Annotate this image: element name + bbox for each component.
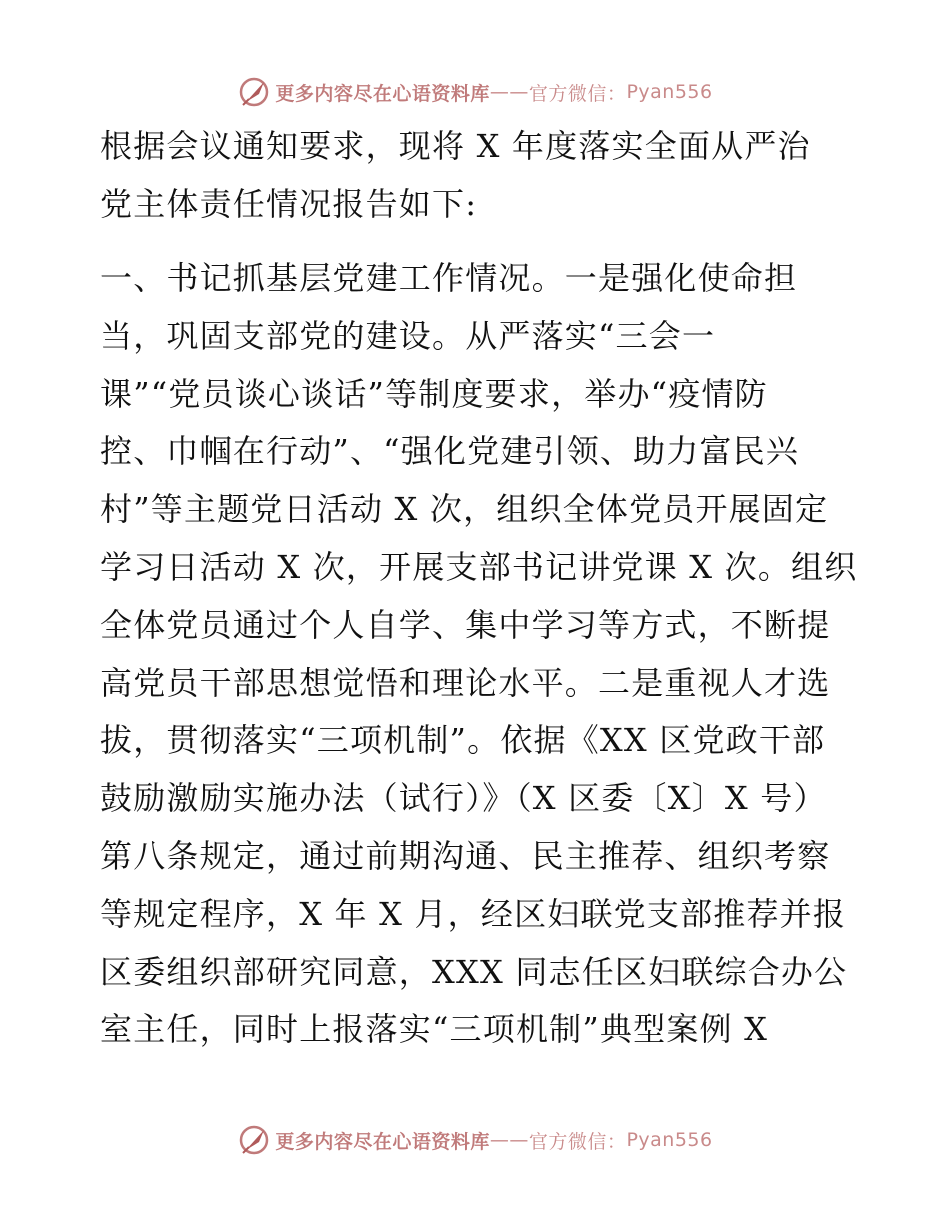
- watermark-wechat-id: Pyan556: [626, 81, 713, 103]
- text-line: 区委组织部研究同意，XXX 同志任区妇联综合办公: [100, 952, 848, 991]
- text-line: 鼓励激励实施办法（试行）》（X 区委〔X〕X 号）: [100, 779, 827, 818]
- text-line: 全体党员通过个人自学、集中学习等方式，不断提: [100, 605, 831, 644]
- watermark-wechat-label: 官方微信：: [528, 82, 627, 105]
- watermark-footer: [0, 1120, 950, 1160]
- text-line: 根据会议通知要求，现将 X 年度落实全面从严治: [100, 127, 811, 165]
- text-line: 党主体责任情况报告如下:: [100, 184, 478, 223]
- watermark-separator: ——: [489, 81, 529, 103]
- text-line: 村”等主题党日活动 X 次，组织全体党员开展固定: [100, 490, 829, 529]
- text-line: 控、巾帼在行动”、“强化党建引领、助力富民兴: [100, 432, 800, 471]
- paragraph-section-one: [100, 250, 860, 1059]
- text-line: 高党员干部思想觉悟和理论水平。二是重视人才选: [100, 663, 831, 702]
- watermark-header: [0, 72, 950, 112]
- watermark-wechat-label: 官方微信：: [528, 1130, 627, 1153]
- watermark-separator: ——: [489, 1129, 529, 1151]
- text-line: 当，巩固支部党的建设。从严落实“三会一: [100, 316, 716, 355]
- text-line: 一、书记抓基层党建工作情况。一是强化使命担: [100, 259, 798, 297]
- watermark-wechat-id: Pyan556: [626, 1129, 713, 1151]
- watermark-brand: 更多内容尽在心语资料库: [275, 82, 490, 105]
- text-line: 课”“党员谈心谈话”等制度要求，举办“疫情防: [100, 374, 768, 413]
- text-line: 拔，贯彻落实“三项机制”。依据《XX 区党政干部: [100, 721, 826, 760]
- text-line: 等规定程序，X 年 X 月，经区妇联党支部推荐并报: [100, 894, 847, 933]
- quill-circle-icon: [237, 1123, 271, 1157]
- paragraph-intro: [100, 118, 860, 234]
- watermark-brand: 更多内容尽在心语资料库: [275, 1130, 490, 1153]
- text-line: 室主任，同时上报落实“三项机制”典型案例 X: [100, 1010, 769, 1049]
- text-line: 第八条规定，通过前期沟通、民主推荐、组织考察: [100, 836, 831, 875]
- text-line: 学习日活动 X 次，开展支部书记讲党课 X 次。组织: [100, 547, 858, 586]
- quill-circle-icon: [237, 75, 271, 109]
